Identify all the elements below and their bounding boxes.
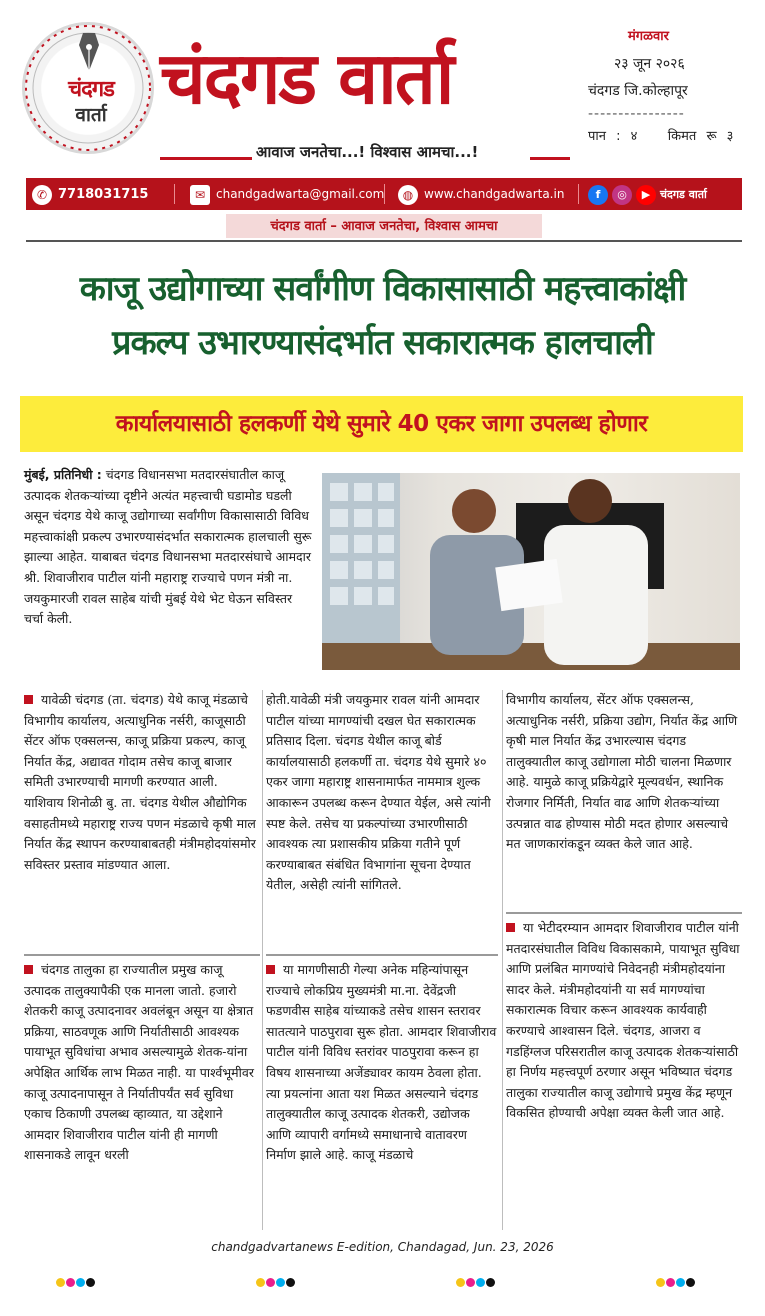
headline-line-2: प्रकल्प उभारण्यासंदर्भात सकारात्मक हालचाली xyxy=(112,323,653,363)
instagram-icon[interactable]: ◎ xyxy=(612,185,632,205)
phone-icon: ✆ xyxy=(32,185,52,205)
facebook-icon[interactable]: f xyxy=(588,185,608,205)
print-registration-dots xyxy=(56,1272,96,1284)
article-lead xyxy=(24,465,312,630)
contact-divider xyxy=(174,184,175,204)
newspaper-title: चंदगड वार्ता xyxy=(160,36,453,120)
lead-paragraph: चंदगड विधानसभा मतदारसंघातील काजू उत्पादक शेतकऱ्यांच्या दृष्टीने अत्यंत महत्त्वाची घडामोड घडली असून चंदगड येथे काजू उद्योगाच्या सर्वांगीण विकासासाठी विविध महत्त्वाकांक्षी प्रकल्प उभारण्यासंदर्भात सकारात्मक हालचाली सुरू झाल्या आहेत. याबाबत चंदगड विधानसभा मतदारसंघाचे आमदार श्री. शिवाजीराव पाटील यांनी महाराष्ट्र राज्याचे पणन मंत्री ना. जयकुमारजी रावल साहेब यांची मुंबई येथे भेट घेऊन सविस्तर चर्चा केली. xyxy=(24,467,312,627)
print-registration-dots xyxy=(656,1272,696,1284)
column-separator xyxy=(506,912,742,914)
price: किमत रू ३ xyxy=(667,129,734,144)
paragraph-text: चंदगड तालुका हा राज्यातील प्रमुख काजू उत्पादक तालुक्यापैकी एक मानला जातो. हजारो शेतकरी काजू उत्पादनावर अवलंबून असून या क्षेत्रात प्रक्रिया, साठवणूक आणि निर्यातीसाठी आवश्यक पायाभूत सुविधांचा अभाव असल्यामुळे शेतक-यांना अपेक्षित आर्थिक लाभ मिळत नाही. या पार्श्वभूमीवर काजू उत्पादनापासून ते निर्यातीपर्यंत सर्व सुविधा एकाच ठिकाणी उपलब्ध व्हाव्यात, या उद्देशाने आमदार शिवाजीराव पाटील यांनी ही मागणी शासनाकडे लावून धरली xyxy=(24,962,254,1163)
pen-nib-icon xyxy=(77,29,101,73)
article-photo xyxy=(322,473,740,670)
article-column-1-part-1 xyxy=(24,690,260,875)
headline-line-1: काजू उद्योगाच्या सर्वांगीण विकासासाठी महत्त्वाकांक्षी xyxy=(79,269,686,309)
edition-footer: chandgadvartanews E-edition, Chandagad, Jun. 23, 2026 xyxy=(211,1240,554,1254)
paragraph-text: होती.यावेळी मंत्री जयकुमार रावल यांनी आमदार पाटील यांच्या मागण्यांची दखल घेत सकारात्मक प्रतिसाद दिला. चंदगड येथील काजू बोर्ड कार्यालयासाठी हलकर्णी ता. चंदगड येथे सुमारे ४० एकर जागा महाराष्ट्र शासनामार्फत नाममात्र शुल्क आकारून उपलब्ध करून देण्यात येईल, असे त्यांनी स्पष्ट केले. तसेच या प्रकल्पांच्या उभारणीसाठी आवश्यक त्या प्रशासकीय प्रक्रिया गतीने पूर्ण करण्याबाबत संबंधित विभागांना सूचना देण्यात येतील, असेही त्यांनी सांगितले. xyxy=(266,692,491,893)
logo-text-bottom: वार्ता xyxy=(75,104,107,126)
article-subheadline: कार्यालयासाठी हलकर्णी येथे सुमारे 40 एकर जागा उपलब्ध होणार xyxy=(20,396,743,452)
tagline-row xyxy=(160,140,570,170)
print-registration-dots xyxy=(456,1272,496,1284)
contact-strip xyxy=(26,178,742,210)
column-separator xyxy=(24,954,260,956)
article-dateline: मुंबई, प्रतिनिधी : xyxy=(24,467,102,482)
edition-info xyxy=(588,26,748,144)
contact-divider xyxy=(578,184,579,204)
tagline-rule-left xyxy=(160,157,252,160)
paragraph-text: या मागणीसाठी गेल्या अनेक महिन्यांपासून राज्याचे लोकप्रिय मुख्यमंत्री मा.ना. देवेंद्रजी फडणवीस साहेब यांच्याकडे तसेच शासन स्तरावर सातत्याने पाठपुरावा सुरू होता. आमदार शिवाजीराव पाटील यांनी विविध स्तरांवर पाठपुरावा करून हा विषय शासनाच्या अजेंड्यावर कायम ठेवला होता. त्या प्रयत्नांना आता यश मिळत असल्याने चंदगड तालुक्यातील काजू उत्पादक शेतकरी, उद्योजक आणि व्यापारी वर्गामध्ये समाधानाचे वातावरण निर्माण झाले आहे. काजू मंडळाचे xyxy=(266,962,497,1163)
paragraph-text: विभागीय कार्यालय, सेंटर ऑफ एक्सलन्स, अत्याधुनिक नर्सरी, प्रक्रिया उद्योग, निर्यात केंद्र आणि कृषी माल निर्यात केंद्र उभारल्यास चंदगड तालुक्यातील काजू उद्योगाला मोठी चालना मिळणार आहे. यामुळे काजू प्रक्रियेद्वारे मूल्यवर्धन, स्थानिक रोजगार निर्मिती, निर्यात वाढ आणि शेतकऱ्यांच्या उत्पन्नात वाढ होण्यास मोठी मदत होणार असल्याचे मत जाणकारांकडून व्यक्त केले जात आहे. xyxy=(506,692,738,852)
article-column-3-part-2 xyxy=(506,918,742,1124)
column-separator xyxy=(266,954,498,956)
contact-phone[interactable] xyxy=(32,178,148,210)
column-rule xyxy=(502,690,503,1230)
paragraph-text: या भेटीदरम्यान आमदार शिवाजीराव पाटील यांनी मतदारसंघातील विविध विकासकामे, पायाभूत सुविधा आणि प्रलंबित मागण्यांचे निवेदनही मंत्रीमहोदयांना सादर केले. मंत्रीमहोदयांनी या सर्व मागण्यांचा सकारात्मक विचार करून आवश्यक कार्यवाही करण्याचे आश्वासन दिले. चंदगड, आजरा व गडहिंग्लज परिसरातील काजू उत्पादक शेतकऱ्यांसाठी हा निर्णय महत्त्वपूर्ण ठरणार असून भविष्यात चंदगड तालुका राज्यातील काजू उद्योगाचे प्रमुख केंद्र म्हणून विकसित होण्याची अपेक्षा व्यक्त केली जात आहे. xyxy=(506,920,740,1121)
article-column-2-part-2 xyxy=(266,960,498,1166)
slogan-bar xyxy=(26,212,742,242)
masthead xyxy=(0,0,765,178)
page-count: पान : ४ xyxy=(588,129,638,144)
tagline: आवाज जनतेचा...! विश्वास आमचा...! xyxy=(256,143,479,161)
contact-email[interactable] xyxy=(190,178,384,210)
contact-divider xyxy=(384,184,385,204)
globe-icon: ◍ xyxy=(398,185,418,205)
print-registration-dots xyxy=(256,1272,296,1284)
column-rule xyxy=(262,690,263,1230)
edition-day: मंगळवार xyxy=(628,29,669,44)
meeting-photo-icon xyxy=(322,473,740,670)
social-handle: चंदगड वार्ता xyxy=(660,188,707,201)
slogan-text: चंदगड वार्ता – आवाज जनतेचा, विश्वास आमचा xyxy=(270,219,498,234)
article-headline xyxy=(20,262,745,370)
paragraph-bullet-icon xyxy=(506,923,515,932)
phone-number: 7718031715 xyxy=(58,187,149,202)
website-url: www.chandgadwarta.in xyxy=(424,187,565,201)
tagline-rule-right xyxy=(530,157,570,160)
edition-pages-price xyxy=(588,126,748,144)
newspaper-logo xyxy=(22,22,154,154)
youtube-icon[interactable]: ▶ xyxy=(636,185,656,205)
paragraph-text: यावेळी चंदगड (ता. चंदगड) येथे काजू मंडळाचे विभागीय कार्यालय, अत्याधुनिक नर्सरी, काजूसाठी सेंटर ऑफ एक्सलन्स, काजू प्रक्रिया प्रकल्प, काजू निर्यात केंद्र, अद्यावत गोदाम तसेच काजू बाजार समिती उभारण्याची मागणी करण्यात आली. याशिवाय शिनोळी बु. ता. चंदगड येथील औद्योगिक वसाहतीमध्ये महाराष्ट्र राज्य पणन मंडळाचे कृषी माल निर्यात केंद्र स्थापन करण्याबाबतही मंत्रीमहोदयांसमोर सविस्तर प्रस्ताव मांडण्यात आला. xyxy=(24,692,256,872)
article-column-2-part-1 xyxy=(266,690,498,896)
logo-text-top: चंदगड xyxy=(68,77,114,102)
paragraph-bullet-icon xyxy=(266,965,275,974)
contact-website[interactable] xyxy=(398,178,564,210)
email-address: chandgadwarta@gmail.com xyxy=(216,187,385,201)
edition-divider: ---------------- xyxy=(588,106,685,122)
mail-icon: ✉ xyxy=(190,185,210,205)
article-column-3-part-1 xyxy=(506,690,742,855)
paragraph-bullet-icon xyxy=(24,965,33,974)
edition-date: २३ जून २०२६ xyxy=(614,56,685,72)
article-column-1-part-2 xyxy=(24,960,260,1166)
contact-social[interactable] xyxy=(588,178,707,210)
paragraph-bullet-icon xyxy=(24,695,33,704)
edition-place: चंदगड जि.कोल्हापूर xyxy=(588,83,688,99)
